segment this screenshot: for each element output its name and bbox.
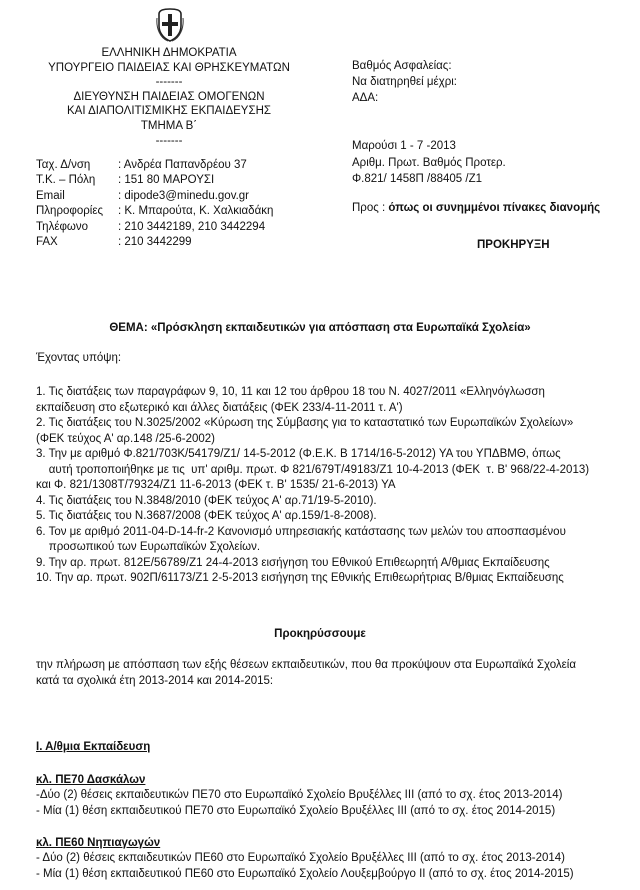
- security-block: [352, 58, 457, 107]
- consideration-line: αυτή τροποποιήθηκε με τις υπ' αριθμ. πρωτ. Φ 821/679Τ/49183/Ζ1 10-4-2013 (ΦΕΚ τ. Β' 968/22-4-2013): [36, 463, 590, 476]
- consideration-line: 10. Την αρ. πρωτ. 902Π/61173/Ζ1 2-5-2013 εισήγηση της Εθνικής Επιθεωρήτριας Β/θμιας Εκπαίδευσης: [36, 572, 564, 584]
- intro-line: την πλήρωση με απόσπαση των εξής θέσεων εκπαιδευτικών, που θα προκύψουν στα Ευρωπαϊκά Σχολεία: [36, 659, 576, 671]
- contact-block: [36, 158, 296, 250]
- contact-email[interactable]: : dipode3@minedu.gov.gr: [118, 189, 250, 202]
- contact-value: : Ανδρέα Παπανδρέου 37: [118, 159, 247, 171]
- consideration-line: προσωπικού των Ευρωπαϊκών Σχολείων.: [36, 541, 261, 553]
- list-item: - Δύο (2) θέσεις εκπαιδευτικών ΠΕ60 στο Ευρωπαϊκό Σχολείο Βρυξέλλες ΙΙΙ (από το σχ. έτος 2013-2014): [36, 852, 565, 864]
- consideration-line: 4. Τις διατάξεις του Ν.3848/2010 (ΦΕΚ τεύχος Α' αρ.71/19-5-2010).: [36, 494, 377, 507]
- header-line: -------: [155, 134, 183, 147]
- consideration-line: 6. Τον με αριθμό 2011-04-D-14-fr-2 Κανονισμό υπηρεσιακής κατάστασης των μελών του αποσπασμένου: [36, 525, 566, 538]
- header-line: ΔΙΕΥΘΥΝΣΗ ΠΑΙΔΕΙΑΣ ΟΜΟΓΕΝΩΝ: [73, 90, 265, 103]
- section-title: Ι. Α/θμια Εκπαίδευση: [36, 741, 151, 753]
- contact-label: Τηλέφωνο: [36, 220, 89, 233]
- contact-row: [36, 158, 296, 173]
- consideration-line: εκπαίδευση στο εξωτερικό και άλλες διατάξεις (ΦΕΚ 233/4-11-2011 τ. Α'): [36, 401, 403, 414]
- recipients-value: όπως οι συνημμένοι πίνακες διανομής: [388, 202, 601, 214]
- keep-until: Να διατηρηθεί μέχρι:: [352, 76, 457, 89]
- header-line: -------: [155, 76, 183, 89]
- list-item: - Μία (1) θέση εκπαιδευτικού ΠΕ70 στο Ευρωπαϊκό Σχολείο Βρυξέλλες ΙΙΙ (από το σχ. έτος 2014-2015): [36, 804, 556, 817]
- document-info: [352, 138, 506, 188]
- consideration-line: (ΦΕΚ τεύχος Α' αρ.148 /25-6-2002): [36, 432, 216, 445]
- considerations-list: [36, 385, 589, 587]
- ada-code: ΑΔΑ:: [352, 92, 379, 105]
- consideration-line: 9. Την αρ. πρωτ. 812Ε/56789/Ζ1 24-4-2013 εισήγηση του Εθνικού Επιθεωρητή Α/θμιας Εκπαίδευσης: [36, 556, 550, 569]
- list-item: -Δύο (2) θέσεις εκπαιδευτικών ΠΕ70 στο Ευρωπαϊκό Σχολείο Βρυξέλλες ΙΙΙ (από το σχ. έτος 2013-2014): [36, 789, 563, 801]
- consideration-line: 3. Την με αριθμό Φ.821/703Κ/54179/Ζ1/ 14-5-2012 (Φ.Ε.Κ. Β 1714/16-5-2012) ΥΑ του ΥΠΔΒΜΘ, όπως: [36, 448, 561, 460]
- group-title: κλ. ΠΕ60 Νηπιαγωγών: [36, 837, 161, 849]
- contact-label: FAX: [36, 235, 58, 248]
- header-line: ΕΛΛΗΝΙΚΗ ΔΗΜΟΚΡΑΤΙΑ: [101, 47, 237, 59]
- protocol-label: Αριθμ. Πρωτ. Βαθμός Προτερ.: [352, 156, 506, 169]
- recipients: [352, 201, 600, 216]
- header-line: ΥΠΟΥΡΓΕΙΟ ΠΑΙΔΕΙΑΣ ΚΑΙ ΘΡΗΣΚΕΥΜΑΤΩΝ: [48, 61, 290, 74]
- contact-row: [36, 189, 296, 204]
- contact-value: : 151 80 ΜΑΡΟΥΣΙ: [118, 174, 215, 187]
- group-items: [36, 851, 574, 882]
- consideration-line: 2. Τις διατάξεις του Ν.3025/2002 «Κύρωση της Σύμβασης για το καταστατικό των Ευρωπαϊκών Σχολείων»: [36, 417, 574, 429]
- place-date: Μαρούσι 1 - 7 -2013: [352, 140, 456, 152]
- consideration-line: 5. Τις διατάξεις του Ν.3687/2008 (ΦΕΚ τεύχος Α' αρ.159/1-8-2008).: [36, 510, 377, 522]
- contact-row: [36, 220, 296, 235]
- contact-row: [36, 173, 296, 188]
- decree-heading: Προκηρύσσουμε: [274, 628, 366, 640]
- ministry-header: [48, 46, 290, 148]
- group-title: κλ. ΠΕ70 Δασκάλων: [36, 774, 146, 786]
- intro-line: κατά τα σχολικά έτη 2013-2014 και 2014-2015:: [36, 675, 274, 687]
- group-items: [36, 788, 562, 819]
- recipients-label: Προς :: [352, 202, 386, 214]
- subject-line: ΘΕΜΑ: «Πρόσκληση εκπαιδευτικών για απόσπαση στα Ευρωπαϊκά Σχολεία»: [109, 322, 531, 334]
- header-line: ΤΜΗΜΑ Β΄: [140, 119, 198, 132]
- consideration-line: 1. Τις διατάξεις των παραγράφων 9, 10, 11 και 12 του άρθρου 18 του Ν. 4027/2011 «Ελληνόγλωσση: [36, 386, 545, 398]
- contact-value: : 210 3442189, 210 3442294: [118, 220, 266, 233]
- intro-paragraph: [36, 657, 576, 689]
- contact-value: : 210 3442299: [118, 235, 192, 248]
- greek-emblem-icon: [156, 8, 184, 42]
- contact-label: Τ.Κ. – Πόλη: [36, 174, 96, 187]
- consideration-line: και Φ. 821/1308Τ/79324/Ζ1 11-6-2013 (ΦΕΚ τ. Β' 1535/ 21-6-2013) ΥΑ: [36, 479, 396, 491]
- given-heading: Έχοντας υπόψη:: [36, 352, 122, 364]
- protocol-number: Φ.821/ 1458Π /88405 /Ζ1: [352, 173, 483, 185]
- security-level: Βαθμός Ασφαλείας:: [352, 60, 452, 72]
- proclamation-title: ΠΡΟΚΗΡΥΞΗ: [477, 239, 550, 251]
- contact-value: : Κ. Μπαρούτα, Κ. Χαλκιαδάκη: [118, 205, 274, 218]
- contact-label: Email: [36, 189, 65, 202]
- list-item: - Μία (1) θέση εκπαιδευτικού ΠΕ60 στο Ευρωπαϊκό Σχολείο Λουξεμβούργο ΙΙ (από το σχ. έτος 2014-2015): [36, 867, 574, 880]
- contact-label: Πληροφορίες: [36, 205, 104, 218]
- header-line: ΚΑΙ ΔΙΑΠΟΛΙΤΙΣΜΙΚΗΣ ΕΚΠΑΙΔΕΥΣΗΣ: [66, 105, 271, 118]
- contact-row: [36, 235, 296, 250]
- contact-row: [36, 204, 296, 219]
- contact-label: Ταχ. Δ/νση: [36, 159, 91, 171]
